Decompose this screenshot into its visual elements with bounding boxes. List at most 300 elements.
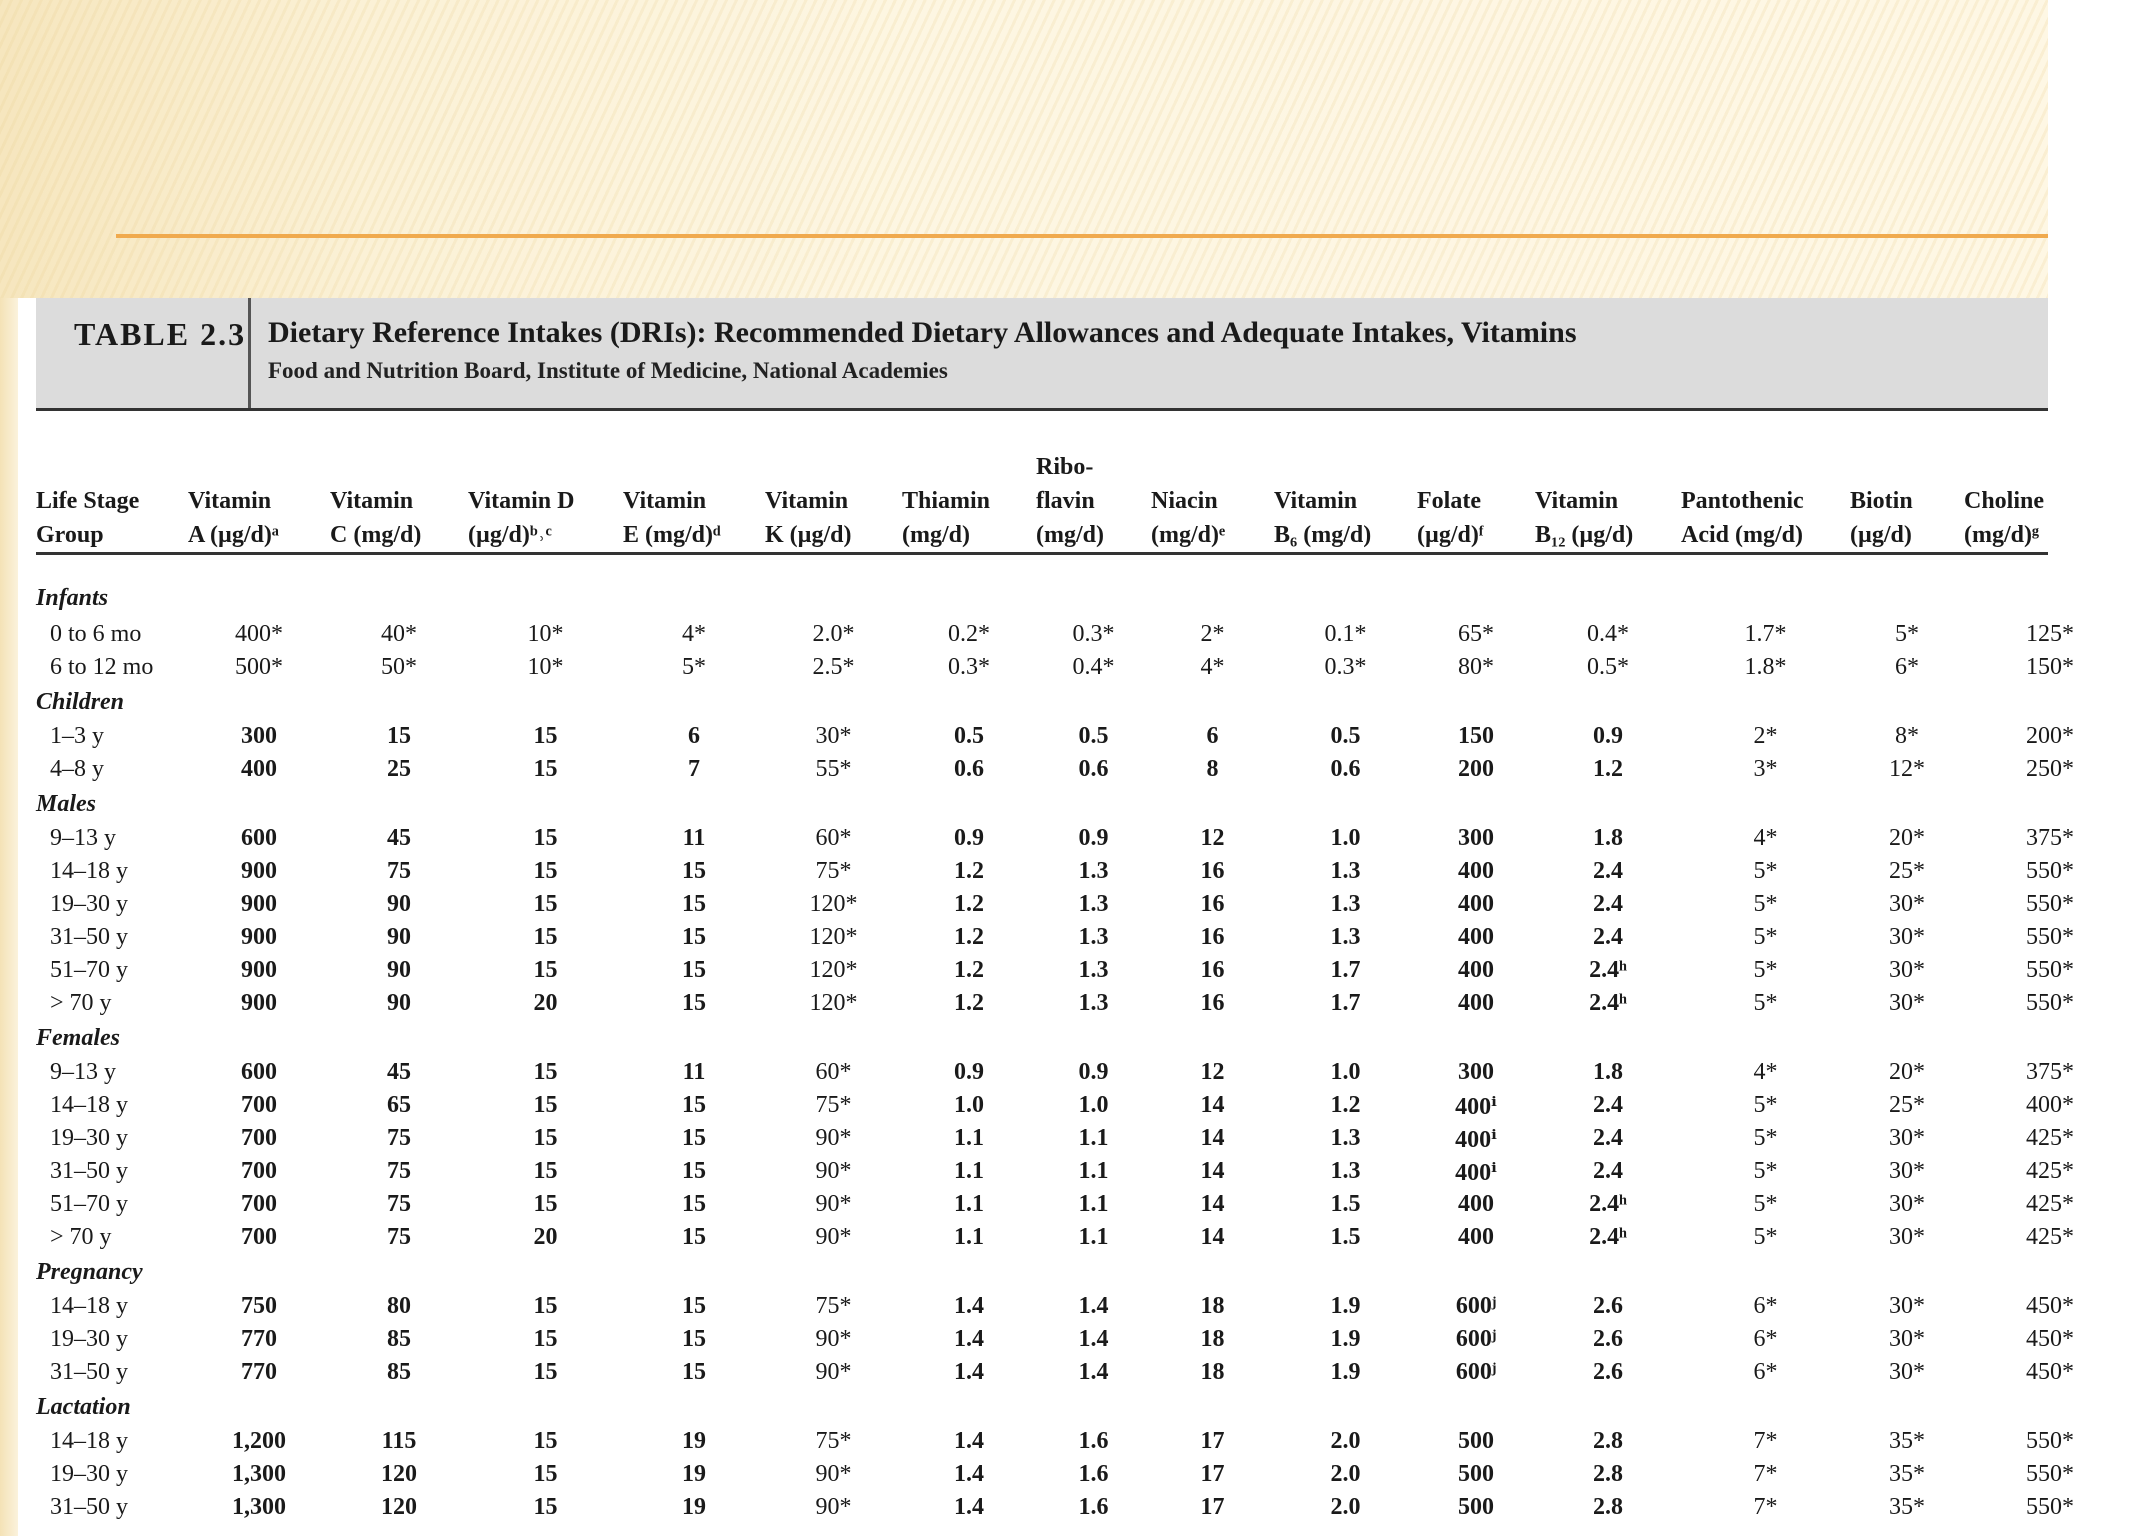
value-cell: 14	[1200, 1191, 1225, 1217]
table-row	[36, 888, 2136, 921]
slide-left-strip	[0, 298, 18, 1536]
life-stage-cell: 19–30 y	[50, 1125, 128, 1151]
table-title: Dietary Reference Intakes (DRIs): Recommended Dietary Allowances and Adequate Intakes, Vitamins	[268, 316, 1577, 349]
value-cell: 1.3	[1330, 858, 1361, 884]
value-cell: 15	[682, 924, 706, 950]
value-cell: 30*	[1889, 957, 1925, 983]
value-cell: 20	[533, 1224, 558, 1250]
value-cell: 75*	[815, 1092, 852, 1118]
value-cell: 700	[241, 1125, 277, 1151]
value-cell: 425*	[2026, 1158, 2074, 1184]
value-cell: 30*	[1889, 1125, 1925, 1151]
life-stage-cell: > 70 y	[50, 990, 112, 1016]
group-row	[36, 684, 2136, 720]
value-cell: 35*	[1889, 1461, 1925, 1487]
value-cell: 85	[387, 1326, 411, 1352]
value-cell: 18	[1200, 1293, 1225, 1319]
value-cell: 2*	[1200, 621, 1225, 647]
value-cell: 5*	[1753, 1224, 1778, 1250]
slide-header-band	[0, 0, 2048, 298]
value-cell: 75*	[815, 858, 852, 884]
value-cell: 5*	[1895, 621, 1919, 647]
life-stage-cell: 31–50 y	[50, 924, 128, 950]
value-cell: 1.3	[1330, 891, 1361, 917]
table-row	[36, 1290, 2136, 1323]
group-row	[36, 1389, 2136, 1425]
value-cell: 90*	[815, 1494, 852, 1520]
value-cell: 12	[1200, 1059, 1225, 1085]
value-cell: 900	[241, 858, 277, 884]
value-cell: 5*	[1753, 1191, 1778, 1217]
table-row	[36, 921, 2136, 954]
table-row	[36, 651, 2136, 684]
value-cell: 900	[241, 957, 277, 983]
table-row	[36, 855, 2136, 888]
value-cell: 90	[387, 891, 411, 917]
value-cell: 90*	[815, 1461, 852, 1487]
value-cell: 35*	[1889, 1494, 1925, 1520]
value-cell: 1.3	[1330, 1125, 1361, 1151]
column-header: Niacin (mg/d)ᵉ	[1151, 488, 1226, 548]
value-cell: 6*	[1753, 1359, 1778, 1385]
value-cell: 2.4ʰ	[1589, 990, 1627, 1016]
value-cell: 0.1*	[1324, 621, 1367, 647]
value-cell: 90*	[815, 1326, 852, 1352]
value-cell: 2.8	[1593, 1461, 1623, 1487]
table-row	[36, 1425, 2136, 1458]
value-cell: 0.4*	[1587, 621, 1629, 647]
value-cell: 15	[533, 891, 558, 917]
value-cell: 90	[387, 957, 411, 983]
life-stage-cell: 14–18 y	[50, 1293, 128, 1319]
value-cell: 65	[387, 1092, 411, 1118]
value-cell: 14	[1200, 1125, 1225, 1151]
value-cell: 400	[1458, 858, 1494, 884]
life-stage-cell: 51–70 y	[50, 957, 128, 983]
value-cell: 15	[533, 957, 558, 983]
dri-table	[36, 411, 2136, 1524]
value-cell: 1.3	[1078, 924, 1109, 950]
table-row	[36, 1056, 2136, 1089]
table-header-row	[36, 411, 2136, 566]
column-header: Biotin (µg/d)	[1850, 488, 1913, 548]
value-cell: 12	[1200, 825, 1225, 851]
table-label: TABLE 2.3	[74, 316, 247, 352]
table-row	[36, 1323, 2136, 1356]
value-cell: 200	[1458, 756, 1494, 782]
life-stage-cell: 51–70 y	[50, 1191, 128, 1217]
value-cell: 18	[1200, 1359, 1225, 1385]
value-cell: 1.2	[954, 990, 984, 1016]
value-cell: 15	[533, 1158, 558, 1184]
value-cell: 1,300	[232, 1461, 286, 1487]
life-stage-cell: 19–30 y	[50, 1461, 128, 1487]
life-stage-cell: 9–13 y	[50, 1059, 116, 1085]
group-row	[36, 566, 2136, 618]
life-stage-cell: 6 to 12 mo	[50, 654, 154, 680]
value-cell: 5*	[682, 654, 706, 680]
value-cell: 1.4	[954, 1461, 984, 1487]
group-label: Lactation	[36, 1393, 131, 1420]
value-cell: 30*	[1889, 990, 1925, 1016]
value-cell: 1.6	[1078, 1428, 1109, 1454]
value-cell: 375*	[2026, 1059, 2074, 1085]
accent-rule	[116, 234, 2048, 238]
value-cell: 5*	[1753, 858, 1778, 884]
table-row	[36, 822, 2136, 855]
group-label: Males	[36, 790, 96, 817]
value-cell: 0.3*	[1072, 621, 1115, 647]
value-cell: 14	[1200, 1092, 1225, 1118]
value-cell: 15	[682, 1359, 706, 1385]
value-cell: 1.4	[954, 1494, 984, 1520]
value-cell: 700	[241, 1158, 277, 1184]
value-cell: 15	[533, 1293, 558, 1319]
value-cell: 1.1	[954, 1158, 984, 1184]
value-cell: 1.4	[1078, 1359, 1109, 1385]
value-cell: 1.7	[1330, 957, 1361, 983]
value-cell: 18	[1200, 1326, 1225, 1352]
value-cell: 1,200	[232, 1428, 286, 1454]
table-row	[36, 987, 2136, 1020]
value-cell: 0.9	[1078, 825, 1109, 851]
value-cell: 1.6	[1078, 1461, 1109, 1487]
group-label: Pregnancy	[36, 1258, 143, 1285]
value-cell: 2.4	[1593, 858, 1623, 884]
value-cell: 1.0	[1078, 1092, 1109, 1118]
value-cell: 1.3	[1078, 957, 1109, 983]
value-cell: 8*	[1895, 723, 1919, 749]
value-cell: 90	[387, 990, 411, 1016]
life-stage-cell: 1–3 y	[50, 723, 104, 749]
value-cell: 15	[533, 1359, 558, 1385]
value-cell: 16	[1200, 990, 1225, 1016]
value-cell: 90*	[815, 1224, 852, 1250]
value-cell: 120*	[809, 924, 858, 950]
value-cell: 400	[1458, 1224, 1494, 1250]
value-cell: 14	[1200, 1158, 1225, 1184]
table-row	[36, 1356, 2136, 1389]
value-cell: 2*	[1753, 723, 1778, 749]
group-row	[36, 1020, 2136, 1056]
value-cell: 30*	[1889, 891, 1925, 917]
value-cell: 770	[241, 1359, 277, 1385]
value-cell: 120*	[809, 990, 858, 1016]
value-cell: 1.3	[1330, 1158, 1361, 1184]
value-cell: 1.4	[954, 1359, 984, 1385]
value-cell: 15	[682, 1092, 706, 1118]
column-header: Vitamin D (µg/d)ᵇ˒ᶜ	[468, 488, 575, 548]
value-cell: 6	[1206, 723, 1219, 749]
value-cell: 1.1	[1078, 1224, 1109, 1250]
value-cell: 16	[1200, 957, 1225, 983]
value-cell: 550*	[2026, 957, 2074, 983]
value-cell: 15	[533, 1326, 558, 1352]
value-cell: 120*	[809, 957, 858, 983]
value-cell: 2.6	[1593, 1293, 1623, 1319]
value-cell: 40*	[381, 621, 417, 647]
value-cell: 75*	[815, 1293, 852, 1319]
value-cell: 2.4ʰ	[1589, 957, 1627, 983]
value-cell: 85	[387, 1359, 411, 1385]
life-stage-cell: 9–13 y	[50, 825, 116, 851]
value-cell: 1.2	[954, 924, 984, 950]
value-cell: 0.5*	[1587, 654, 1629, 680]
value-cell: 30*	[1889, 1293, 1925, 1319]
value-cell: 0.9	[1593, 723, 1623, 749]
value-cell: 770	[241, 1326, 277, 1352]
value-cell: 550*	[2026, 1428, 2074, 1454]
value-cell: 1.2	[954, 891, 984, 917]
table-row	[36, 1491, 2136, 1524]
table-row	[36, 753, 2136, 786]
value-cell: 1.7	[1330, 990, 1361, 1016]
value-cell: 15	[682, 990, 706, 1016]
value-cell: 2.4	[1593, 1092, 1623, 1118]
value-cell: 15	[533, 1125, 558, 1151]
value-cell: 400	[1458, 1191, 1494, 1217]
value-cell: 5*	[1753, 1092, 1778, 1118]
value-cell: 550*	[2026, 858, 2074, 884]
value-cell: 5*	[1753, 924, 1778, 950]
value-cell: 120	[381, 1494, 417, 1520]
value-cell: 1.1	[1078, 1191, 1109, 1217]
value-cell: 2.4ʰ	[1589, 1224, 1627, 1250]
value-cell: 75	[387, 1224, 411, 1250]
value-cell: 150	[1458, 723, 1494, 749]
value-cell: 1.0	[1330, 825, 1361, 851]
value-cell: 15	[533, 723, 558, 749]
value-cell: 45	[387, 1059, 411, 1085]
value-cell: 4*	[1753, 825, 1778, 851]
value-cell: 400	[1458, 957, 1494, 983]
value-cell: 120*	[809, 891, 858, 917]
title-divider	[248, 298, 251, 408]
value-cell: 1.1	[1078, 1158, 1109, 1184]
value-cell: 25*	[1889, 858, 1925, 884]
value-cell: 5*	[1753, 990, 1778, 1016]
value-cell: 11	[682, 1059, 706, 1085]
value-cell: 17	[1200, 1428, 1225, 1454]
value-cell: 2.4ʰ	[1589, 1191, 1627, 1217]
value-cell: 0.2*	[948, 621, 990, 647]
value-cell: 15	[682, 1224, 706, 1250]
value-cell: 600	[241, 825, 277, 851]
value-cell: 1.4	[1078, 1326, 1109, 1352]
value-cell: 10*	[527, 621, 564, 647]
value-cell: 30*	[1889, 1359, 1925, 1385]
value-cell: 900	[241, 891, 277, 917]
value-cell: 1.7*	[1744, 621, 1787, 647]
value-cell: 6*	[1753, 1326, 1778, 1352]
value-cell: 5*	[1753, 1158, 1778, 1184]
value-cell: 115	[381, 1428, 417, 1454]
value-cell: 1.2	[1593, 756, 1623, 782]
life-stage-cell: 0 to 6 mo	[50, 621, 142, 647]
value-cell: 750	[241, 1293, 277, 1319]
value-cell: 15	[533, 1428, 558, 1454]
value-cell: 2.8	[1593, 1428, 1623, 1454]
value-cell: 15	[682, 1293, 706, 1319]
value-cell: 375*	[2026, 825, 2074, 851]
value-cell: 0.9	[954, 1059, 984, 1085]
value-cell: 425*	[2026, 1224, 2074, 1250]
table-row	[36, 1089, 2136, 1122]
value-cell: 150*	[2026, 654, 2074, 680]
value-cell: 200*	[2026, 723, 2074, 749]
value-cell: 1.1	[954, 1224, 984, 1250]
value-cell: 30*	[815, 723, 852, 749]
value-cell: 2.4	[1593, 1158, 1623, 1184]
life-stage-cell: 31–50 y	[50, 1494, 128, 1520]
value-cell: 600ʲ	[1455, 1293, 1497, 1319]
value-cell: 400	[241, 756, 277, 782]
table-row	[36, 1458, 2136, 1491]
value-cell: 30*	[1889, 1224, 1925, 1250]
value-cell: 450*	[2026, 1359, 2074, 1385]
value-cell: 15	[682, 1191, 706, 1217]
value-cell: 1.6	[1078, 1494, 1109, 1520]
value-cell: 60*	[815, 1059, 852, 1085]
value-cell: 5*	[1753, 957, 1778, 983]
value-cell: 1.4	[1078, 1293, 1109, 1319]
value-cell: 500	[1458, 1494, 1494, 1520]
value-cell: 1.2	[1330, 1092, 1361, 1118]
value-cell: 6*	[1895, 654, 1919, 680]
value-cell: 1.1	[954, 1125, 984, 1151]
column-header: Vitamin E (mg/d)ᵈ	[623, 488, 721, 548]
value-cell: 90*	[815, 1359, 852, 1385]
value-cell: 1.1	[1078, 1125, 1109, 1151]
life-stage-cell: 31–50 y	[50, 1359, 128, 1385]
value-cell: 35*	[1889, 1428, 1925, 1454]
value-cell: 400*	[2026, 1092, 2074, 1118]
value-cell: 1.4	[954, 1326, 984, 1352]
table-subtitle: Food and Nutrition Board, Institute of Medicine, National Academies	[268, 358, 948, 383]
life-stage-cell: 14–18 y	[50, 1428, 128, 1454]
table-row	[36, 1155, 2136, 1188]
value-cell: 2.0	[1330, 1428, 1361, 1454]
value-cell: 15	[682, 957, 706, 983]
value-cell: 2.0	[1330, 1461, 1361, 1487]
value-cell: 450*	[2026, 1326, 2074, 1352]
value-cell: 90*	[815, 1191, 852, 1217]
value-cell: 7*	[1753, 1494, 1778, 1520]
value-cell: 25*	[1889, 1092, 1925, 1118]
table-row	[36, 618, 2136, 651]
value-cell: 1,300	[232, 1494, 286, 1520]
value-cell: 11	[682, 825, 706, 851]
value-cell: 15	[533, 924, 558, 950]
life-stage-cell: 31–50 y	[50, 1158, 128, 1184]
column-header-life-stage: Life Stage Group	[36, 488, 140, 548]
life-stage-cell: 14–18 y	[50, 858, 128, 884]
value-cell: 7*	[1753, 1461, 1778, 1487]
value-cell: 550*	[2026, 924, 2074, 950]
table-image	[18, 298, 2074, 1536]
life-stage-cell: 19–30 y	[50, 891, 128, 917]
value-cell: 1.4	[954, 1428, 984, 1454]
value-cell: 19	[682, 1461, 706, 1487]
value-cell: 75*	[815, 1428, 852, 1454]
table-row	[36, 720, 2136, 753]
value-cell: 12*	[1889, 756, 1925, 782]
value-cell: 7*	[1753, 1428, 1778, 1454]
column-header: Choline (mg/d)ᵍ	[1964, 488, 2045, 548]
value-cell: 550*	[2026, 1461, 2074, 1487]
value-cell: 15	[682, 1125, 706, 1151]
value-cell: 15	[533, 756, 558, 782]
value-cell: 16	[1200, 858, 1225, 884]
value-cell: 0.6	[954, 756, 984, 782]
value-cell: 2.8	[1593, 1494, 1623, 1520]
value-cell: 425*	[2026, 1125, 2074, 1151]
value-cell: 20*	[1889, 1059, 1925, 1085]
value-cell: 19	[682, 1428, 706, 1454]
value-cell: 400	[1458, 990, 1494, 1016]
value-cell: 30*	[1889, 1191, 1925, 1217]
value-cell: 400	[1458, 891, 1494, 917]
value-cell: 14	[1200, 1224, 1225, 1250]
value-cell: 125*	[2026, 621, 2074, 647]
table-row	[36, 954, 2136, 987]
value-cell: 90*	[815, 1158, 852, 1184]
value-cell: 1.4	[954, 1293, 984, 1319]
value-cell: 500*	[235, 654, 283, 680]
value-cell: 1.2	[954, 957, 984, 983]
value-cell: 500	[1458, 1428, 1494, 1454]
value-cell: 5*	[1753, 1125, 1778, 1151]
value-cell: 75	[387, 1158, 411, 1184]
value-cell: 0.9	[954, 825, 984, 851]
value-cell: 90	[387, 924, 411, 950]
value-cell: 400ⁱ	[1455, 1159, 1497, 1186]
value-cell: 1.9	[1330, 1293, 1361, 1319]
table-row	[36, 1221, 2136, 1254]
column-header: Thiamin (mg/d)	[902, 488, 991, 548]
value-cell: 20	[533, 990, 558, 1016]
value-cell: 10*	[527, 654, 564, 680]
value-cell: 500	[1458, 1461, 1494, 1487]
column-header: Vitamin A (µg/d)ᵃ	[188, 488, 279, 548]
value-cell: 17	[1200, 1494, 1225, 1520]
value-cell: 75	[387, 858, 411, 884]
value-cell: 1.3	[1078, 891, 1109, 917]
value-cell: 80*	[1458, 654, 1494, 680]
group-row	[36, 1254, 2136, 1290]
value-cell: 2.4	[1593, 1125, 1623, 1151]
value-cell: 15	[533, 1092, 558, 1118]
column-header: Ribo- flavin (mg/d)	[1036, 454, 1104, 548]
value-cell: 19	[682, 1494, 706, 1520]
value-cell: 0.5	[954, 723, 984, 749]
value-cell: 600ʲ	[1455, 1359, 1497, 1385]
column-header: Folate (µg/d)ᶠ	[1417, 488, 1484, 548]
value-cell: 300	[1458, 825, 1494, 851]
value-cell: 425*	[2026, 1191, 2074, 1217]
value-cell: 80	[387, 1293, 411, 1319]
value-cell: 0.6	[1078, 756, 1109, 782]
value-cell: 75	[387, 1191, 411, 1217]
value-cell: 700	[241, 1224, 277, 1250]
life-stage-cell: > 70 y	[50, 1224, 112, 1250]
value-cell: 30*	[1889, 1158, 1925, 1184]
value-cell: 75	[387, 1125, 411, 1151]
value-cell: 0.5	[1330, 723, 1361, 749]
value-cell: 4*	[1753, 1059, 1778, 1085]
value-cell: 0.9	[1078, 1059, 1109, 1085]
value-cell: 15	[682, 891, 706, 917]
